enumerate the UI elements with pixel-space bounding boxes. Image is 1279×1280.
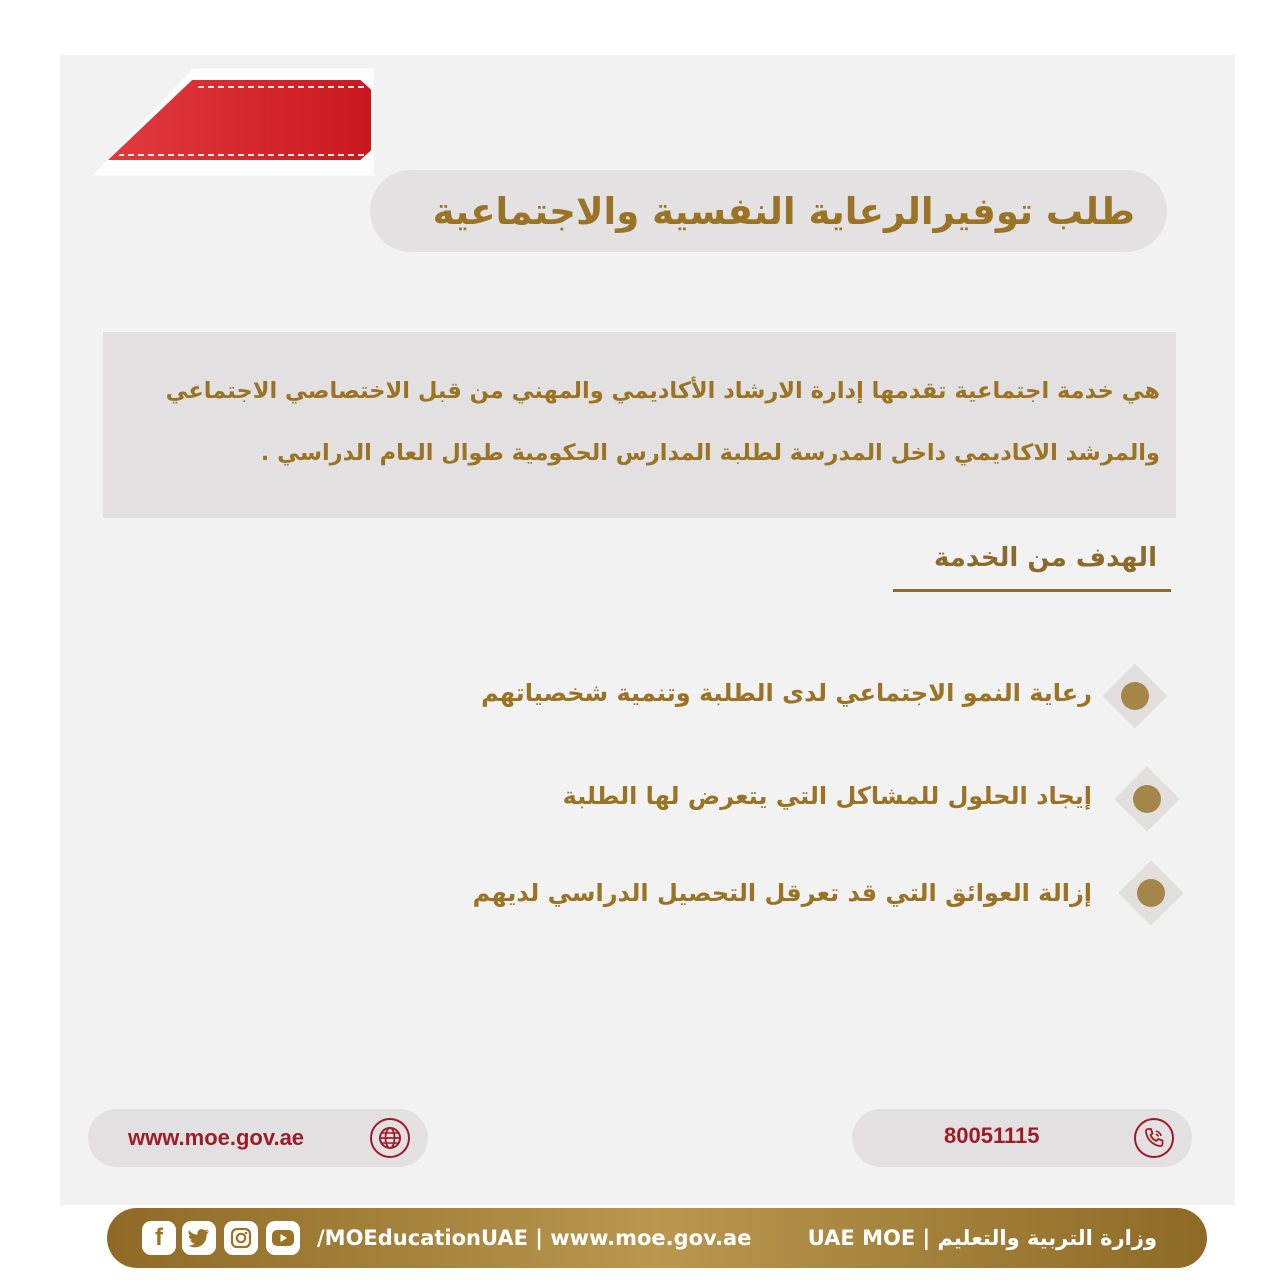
title-banner bbox=[370, 170, 1167, 252]
instagram-icon[interactable] bbox=[224, 1221, 258, 1255]
twitter-icon[interactable] bbox=[182, 1221, 216, 1255]
phone-pill[interactable] bbox=[852, 1109, 1192, 1167]
facebook-icon[interactable]: f bbox=[142, 1221, 176, 1255]
bullet-icon bbox=[1118, 860, 1184, 926]
footer-ministry: وزارة التربية والتعليم | UAE MOE bbox=[807, 1226, 1157, 1250]
description-line-1: هي خدمة اجتماعية تقدمها إدارة الارشاد الأكاديمي والمهني من قبل الاختصاصي الاجتماعي bbox=[165, 378, 1160, 404]
bullet-icon bbox=[1102, 663, 1168, 729]
goal-item-2: إيجاد الحلول للمشاكل التي يتعرض لها الطلبة bbox=[562, 782, 1092, 810]
footer-bar bbox=[107, 1208, 1207, 1268]
goal-item-1: رعاية النمو الاجتماعي لدى الطلبة وتنمية شخصياتهم bbox=[481, 679, 1092, 707]
goal-item-3: إزالة العوائق التي قد تعرقل التحصيل الدراسي لديهم bbox=[472, 879, 1092, 907]
phone-number[interactable]: 80051115 bbox=[944, 1123, 1040, 1148]
bullet-icon bbox=[1114, 766, 1180, 832]
description-line-2: والمرشد الاكاديمي داخل المدرسة لطلبة المدارس الحكومية طوال العام الدراسي . bbox=[260, 440, 1160, 466]
goal-heading: الهدف من الخدمة bbox=[893, 540, 1171, 592]
website-pill[interactable] bbox=[88, 1109, 428, 1167]
globe-icon bbox=[370, 1118, 410, 1158]
phone-icon bbox=[1134, 1118, 1174, 1158]
footer-links[interactable]: /MOEducationUAE | www.moe.gov.ae bbox=[317, 1226, 752, 1250]
website-link[interactable]: www.moe.gov.ae bbox=[128, 1125, 305, 1150]
youtube-icon[interactable] bbox=[266, 1221, 300, 1255]
page-title: طلب توفيرالرعاية النفسية والاجتماعية bbox=[432, 189, 1135, 233]
description-box bbox=[103, 332, 1176, 518]
